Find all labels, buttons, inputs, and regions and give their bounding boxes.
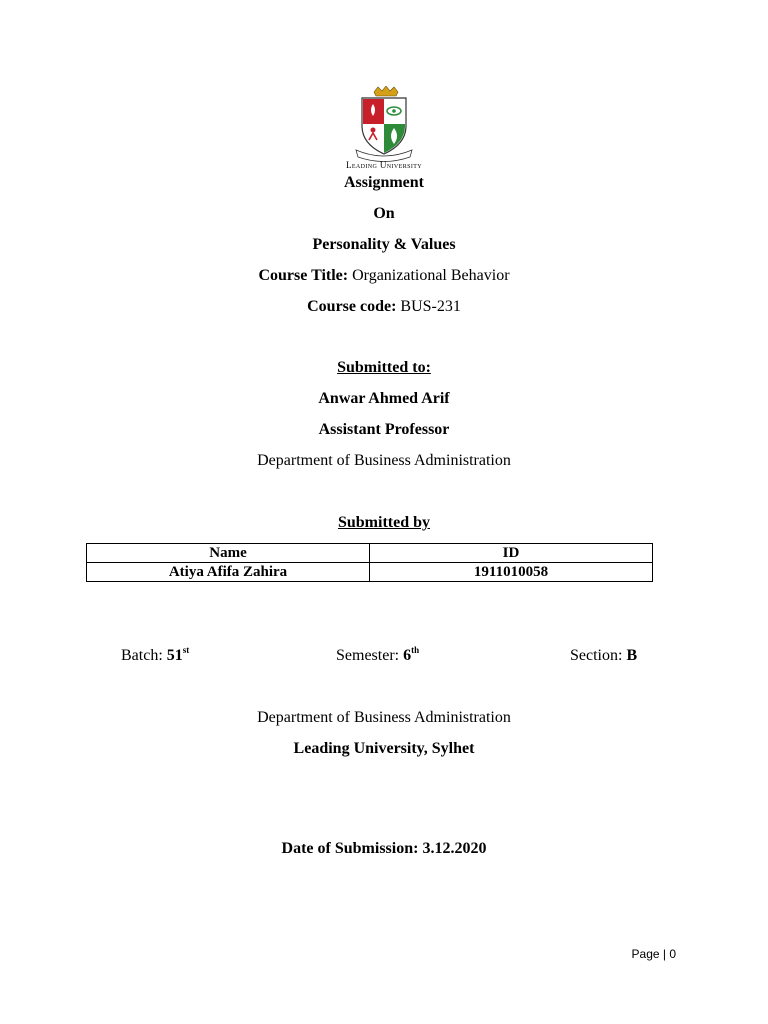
section-value: B — [626, 647, 638, 664]
course-title-value: Organizational Behavior — [348, 267, 510, 284]
section-info — [570, 646, 637, 666]
student-id-cell: 1911010058 — [370, 563, 653, 582]
course-code-line — [0, 297, 768, 317]
supervisor-designation: Assistant Professor — [318, 421, 450, 438]
course-code-value: BUS-231 — [396, 298, 461, 315]
topic-title: Personality & Values — [312, 236, 456, 253]
batch-info — [121, 646, 189, 666]
semester-label: Semester: — [336, 647, 404, 664]
on-label: On — [373, 205, 395, 222]
batch-suffix: st — [182, 645, 190, 655]
submitted-by-table — [86, 543, 653, 582]
submitted-to-heading: Submitted to: — [337, 359, 431, 376]
table-header-name: Name — [87, 544, 370, 563]
batch-value: 51 — [166, 647, 183, 664]
course-code-label: Course code: — [307, 298, 397, 315]
page-number: Page | 0 — [631, 947, 676, 961]
student-name-cell: Atiya Afifa Zahira — [87, 563, 370, 582]
table-row — [87, 563, 653, 582]
assignment-label: Assignment — [343, 174, 424, 191]
semester-value: 6 — [403, 647, 412, 664]
batch-label: Batch: — [121, 647, 167, 664]
submitted-by-heading: Submitted by — [337, 514, 431, 531]
table-header-id: ID — [370, 544, 653, 563]
logo-caption: Leading University — [345, 160, 423, 170]
course-title-label: Course Title: — [258, 267, 349, 284]
submission-date: Date of Submission: 3.12.2020 — [281, 840, 487, 857]
shield-crest-icon — [352, 86, 416, 164]
institution-name: Leading University, Sylhet — [293, 740, 475, 757]
section-label: Section: — [570, 647, 627, 664]
supervisor-department: Department of Business Administration — [257, 452, 511, 469]
institution-department: Department of Business Administration — [257, 709, 511, 726]
supervisor-name: Anwar Ahmed Arif — [318, 390, 450, 407]
course-title-line — [0, 266, 768, 286]
semester-suffix: th — [411, 645, 420, 655]
semester-info — [336, 646, 419, 666]
table-header-row — [87, 544, 653, 563]
